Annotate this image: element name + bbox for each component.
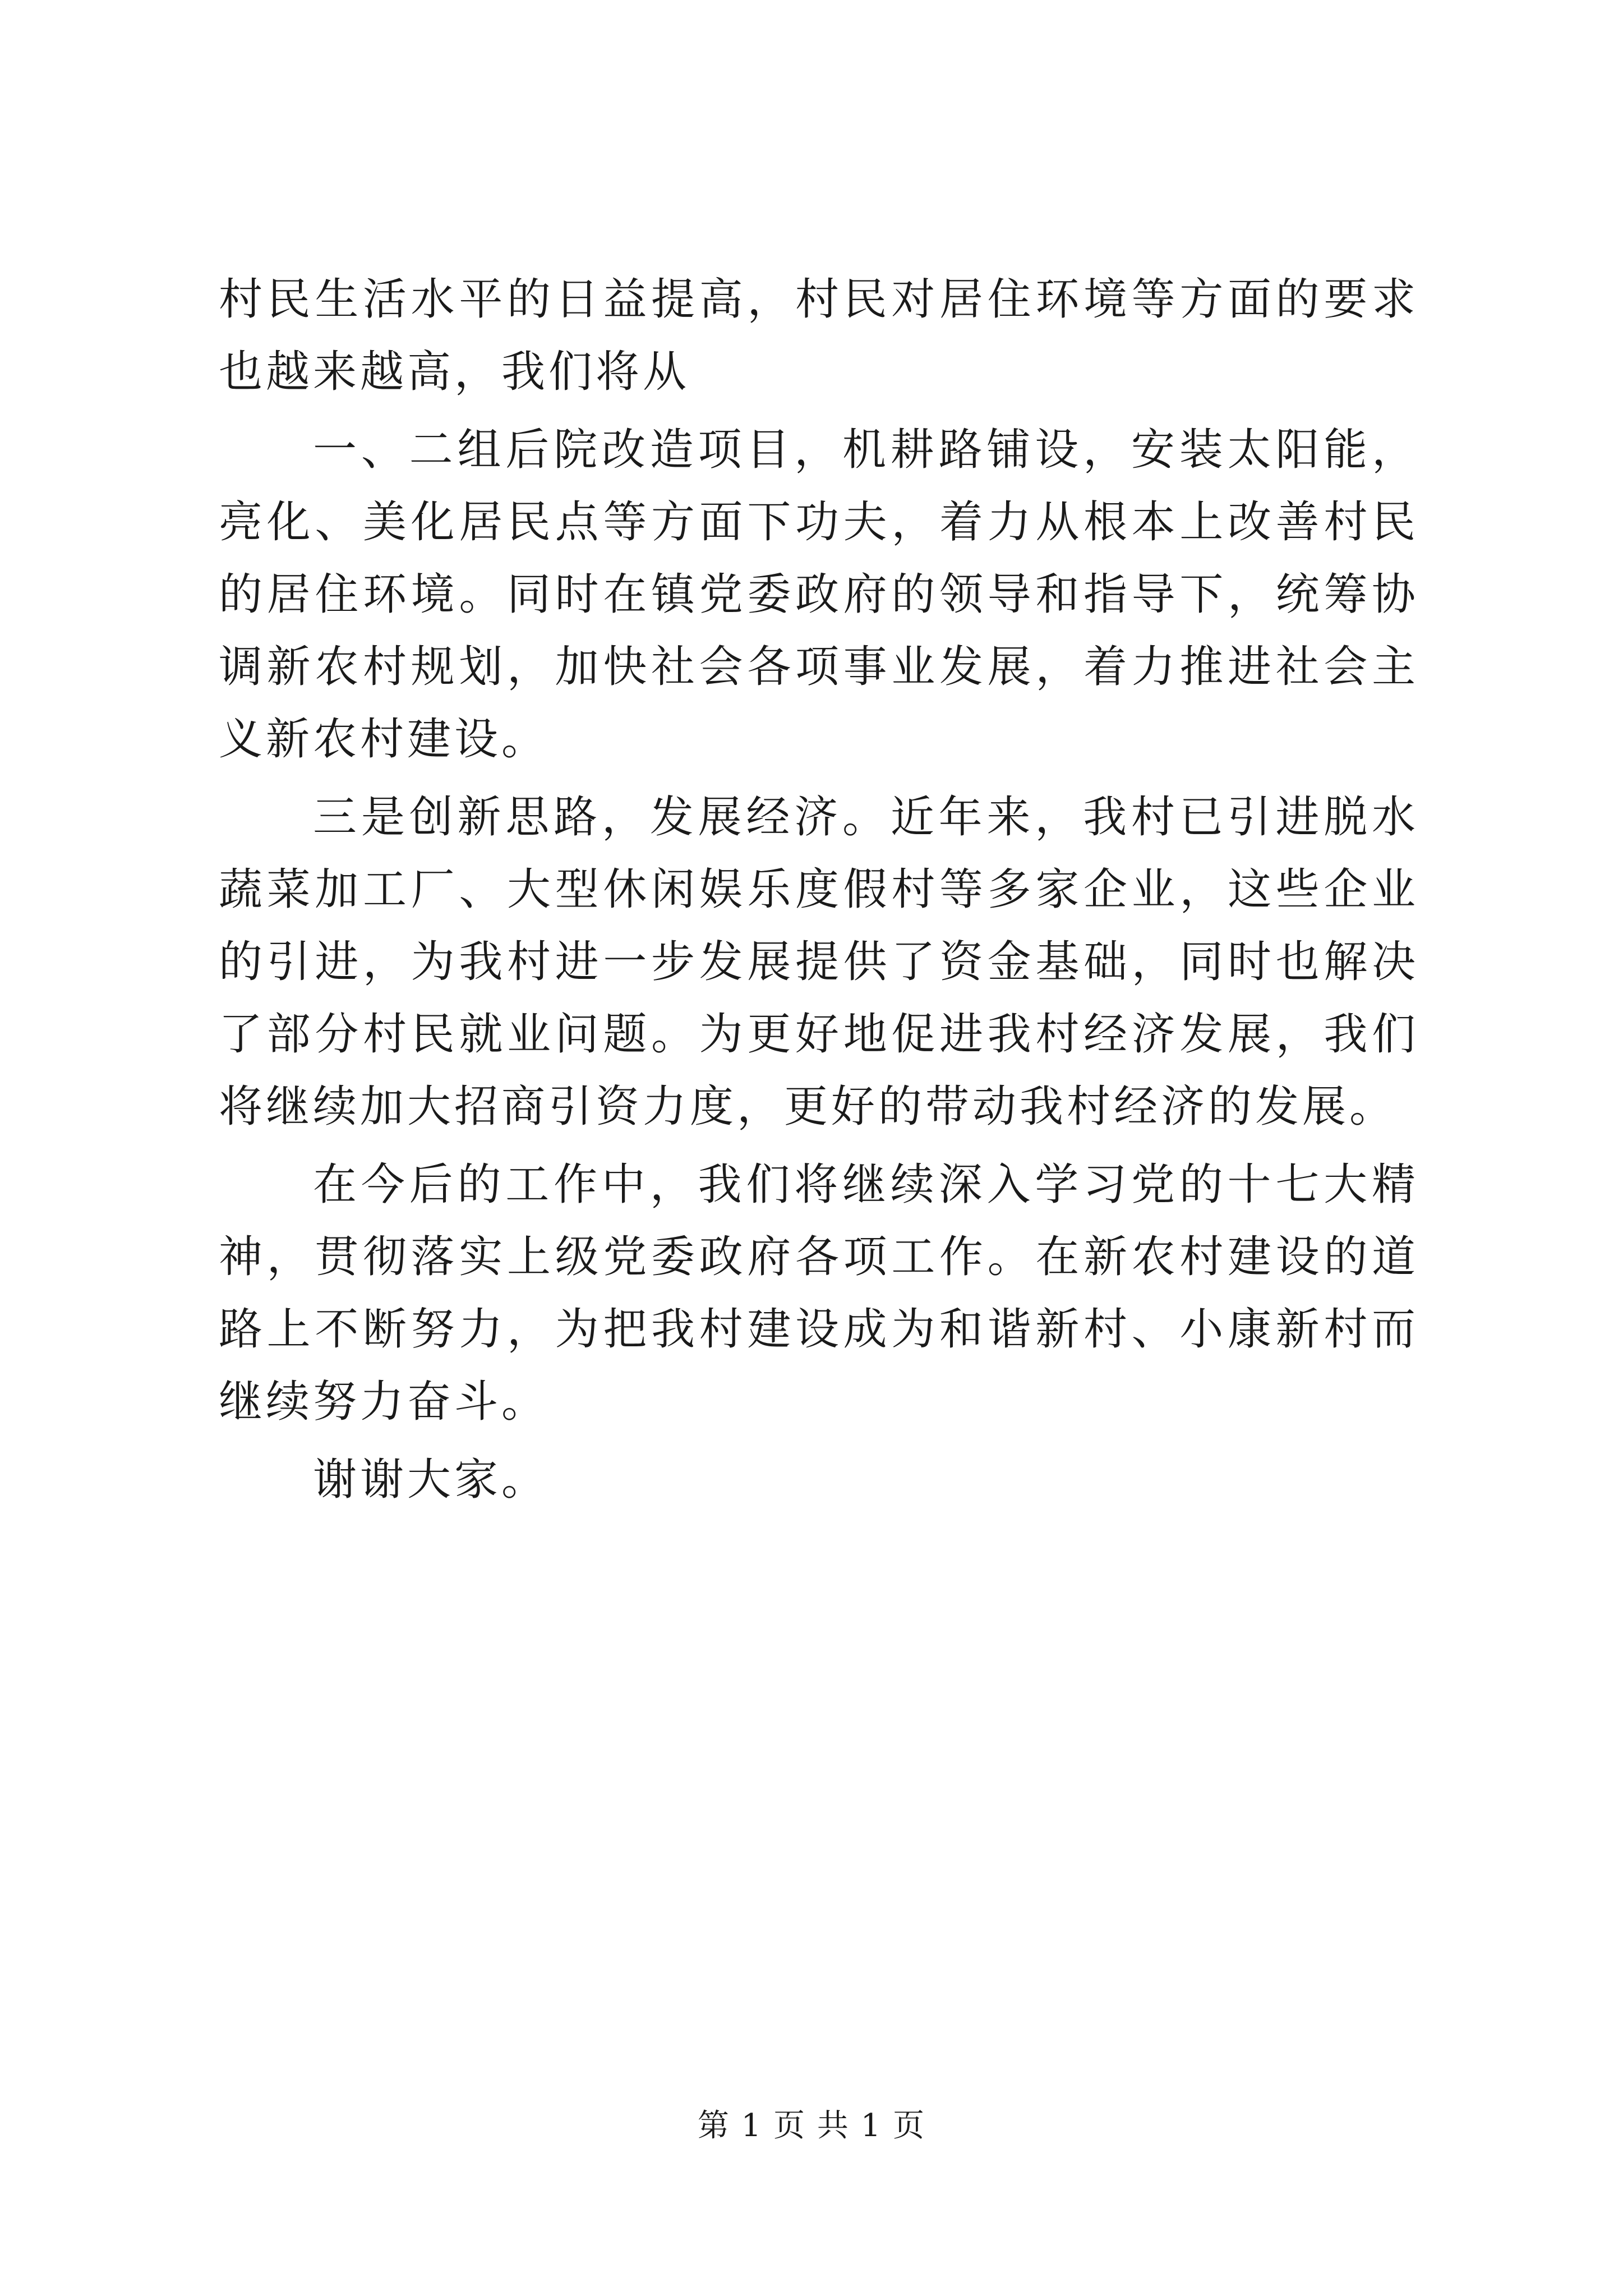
paragraph-economy: 三是创新思路，发展经济。近年来，我村已引进脱水蔬菜加工厂、大型休闲娱乐度假村等多家企业，这些企业的引进，为我村进一步发展提供了资金基础，同时也解决了部分村民就业问题。为更好地促进我村经济发展，我们将继续加大招商引资力度，更好的带动我村经济的发展。 [219,792,1419,1132]
document-body [219,264,1419,1516]
paragraph-environment: 一、二组后院改造项目，机耕路铺设，安装太阳能，亮化、美化居民点等方面下功夫，着力从根本上改善村民的居住环境。同时在镇党委政府的领导和指导下，统筹协调新农村规划，加快社会各项事业发展，着力推进社会主义新农村建设。 [219,425,1419,765]
paragraph-thanks: 谢谢大家。 [313,1455,549,1505]
paragraph-future-work: 在今后的工作中，我们将继续深入学习党的十七大精神，贯彻落实上级党委政府各项工作。在新农村建设的道路上不断努力，为把我村建设成为和谐新村、小康新村而继续努力奋斗。 [219,1159,1419,1427]
paragraph-continuation: 村民生活水平的日益提高，村民对居住环境等方面的要求也越来越高，我们将从 [219,274,1419,397]
page-footer: 第 1 页 共 1 页 [697,2108,926,2144]
